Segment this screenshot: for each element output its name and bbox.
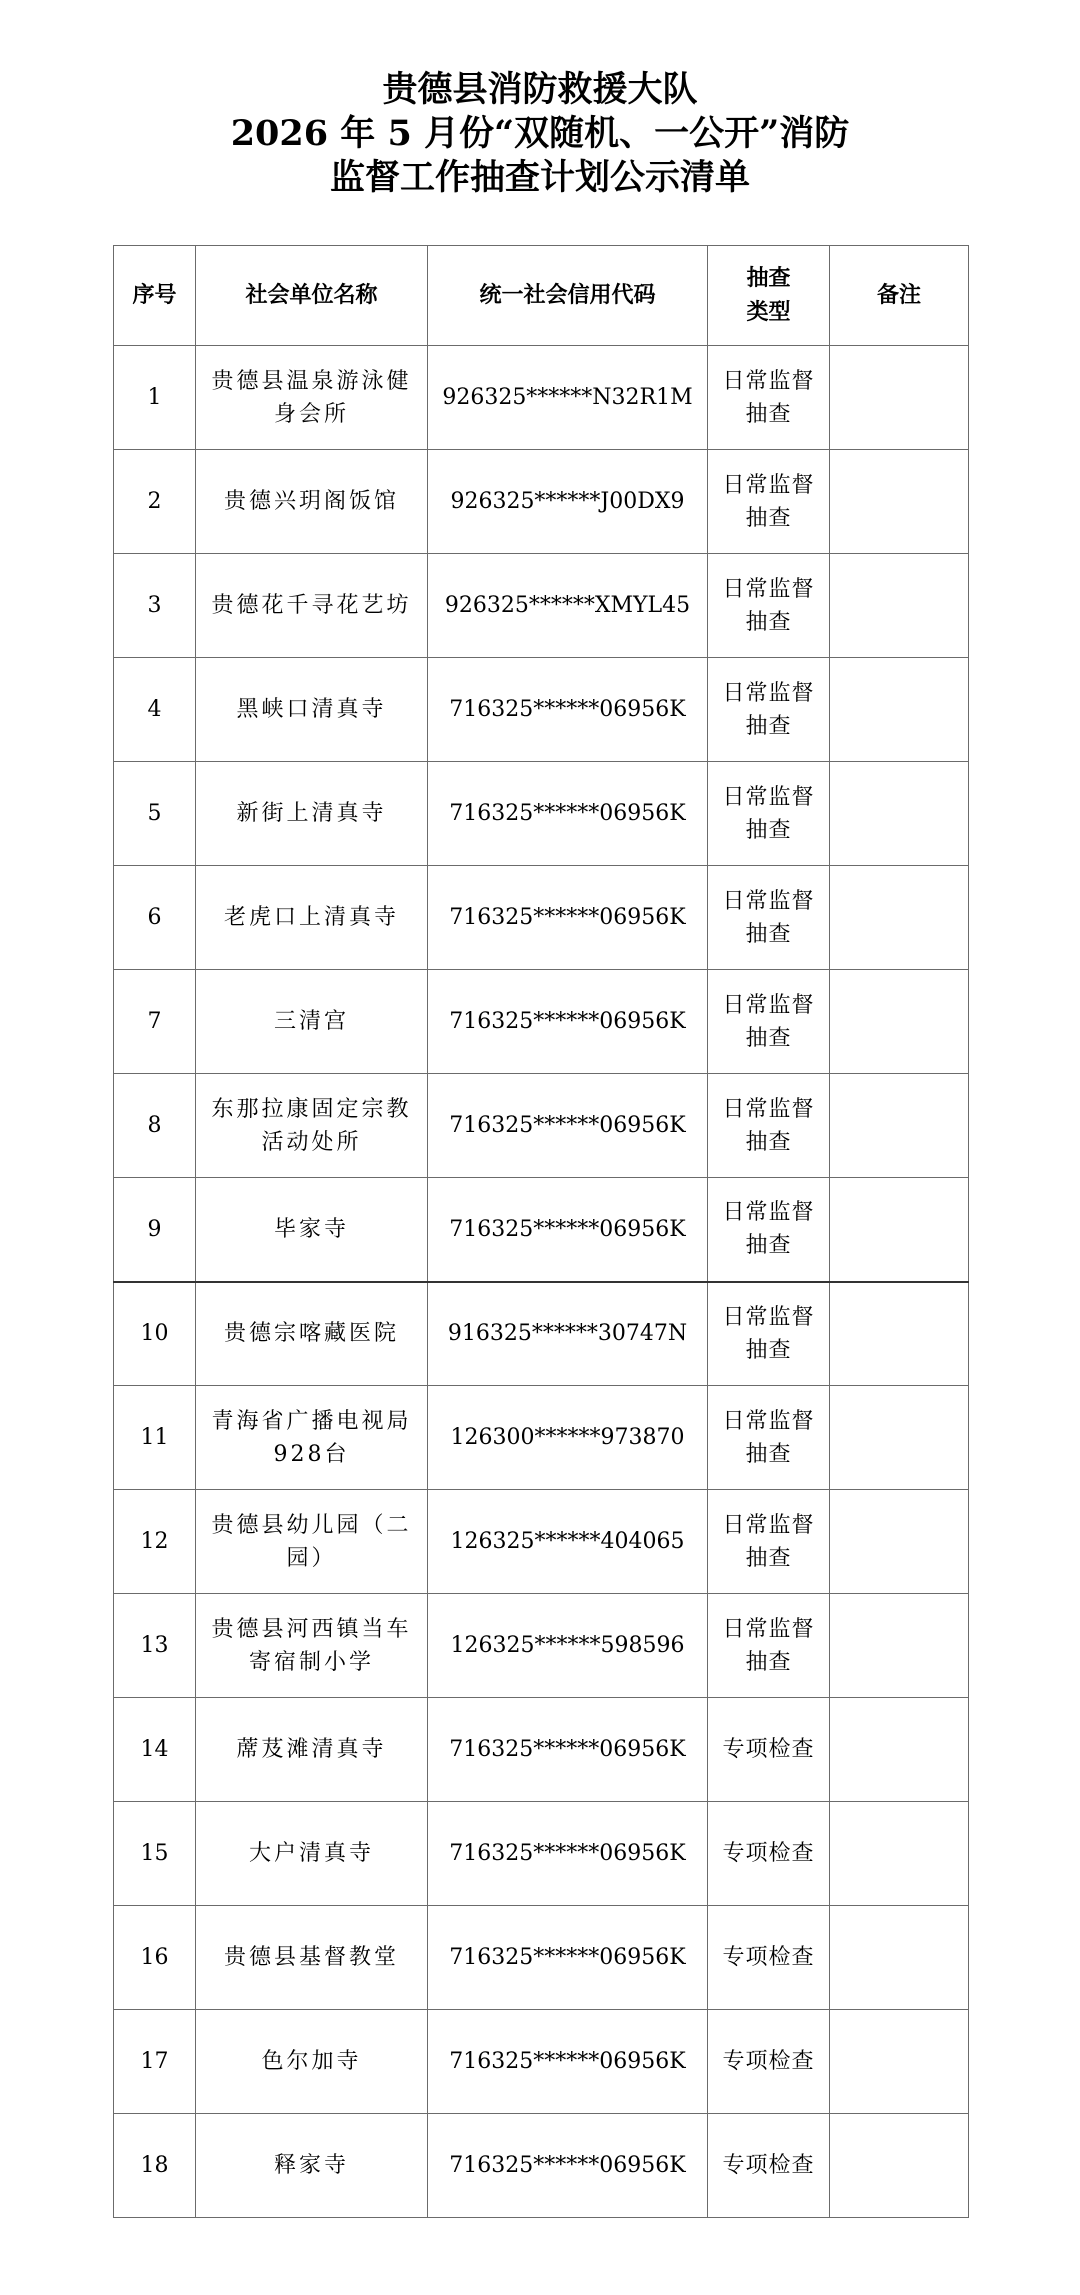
cell-note xyxy=(830,1282,969,1386)
cell-unit-name: 老虎口上清真寺 xyxy=(196,866,428,970)
cell-note xyxy=(830,1906,969,2010)
cell-unit-name: 释家寺 xyxy=(196,2114,428,2218)
cell-unit-name: 毕家寺 xyxy=(196,1178,428,1282)
cell-unit-name: 贵德兴玥阁饭馆 xyxy=(196,450,428,554)
cell-seq: 12 xyxy=(114,1490,196,1594)
cell-unit-name: 新街上清真寺 xyxy=(196,762,428,866)
cell-note xyxy=(830,1802,969,1906)
header-note: 备注 xyxy=(830,246,969,346)
cell-credit-code: 926325******N32R1M xyxy=(428,346,708,450)
cell-seq: 13 xyxy=(114,1594,196,1698)
table-row xyxy=(114,970,969,1074)
cell-unit-name: 贵德宗喀藏医院 xyxy=(196,1282,428,1386)
cell-inspection-type: 专项检查 xyxy=(708,1802,830,1906)
cell-note xyxy=(830,2114,969,2218)
cell-seq: 6 xyxy=(114,866,196,970)
table-row xyxy=(114,554,969,658)
cell-note xyxy=(830,2010,969,2114)
cell-unit-name: 色尔加寺 xyxy=(196,2010,428,2114)
table-row xyxy=(114,1802,969,1906)
cell-note xyxy=(830,1490,969,1594)
table-row xyxy=(114,1074,969,1178)
header-type-line-2: 类型 xyxy=(746,299,791,325)
cell-inspection-type: 日常监督抽查 xyxy=(708,1594,830,1698)
cell-note xyxy=(830,554,969,658)
cell-credit-code: 716325******06956K xyxy=(428,2114,708,2218)
table-row xyxy=(114,866,969,970)
cell-credit-code: 916325******30747N xyxy=(428,1282,708,1386)
table-row xyxy=(114,2114,969,2218)
cell-inspection-type: 专项检查 xyxy=(708,2114,830,2218)
cell-note xyxy=(830,1386,969,1490)
cell-seq: 10 xyxy=(114,1282,196,1386)
cell-credit-code: 716325******06956K xyxy=(428,1802,708,1906)
document-title xyxy=(0,68,1080,200)
header-type xyxy=(708,246,830,346)
cell-unit-name: 三清宫 xyxy=(196,970,428,1074)
inspection-plan-table xyxy=(113,245,969,2218)
table-header-row xyxy=(114,246,969,346)
cell-seq: 3 xyxy=(114,554,196,658)
header-code: 统一社会信用代码 xyxy=(428,246,708,346)
cell-unit-name: 贵德县温泉游泳健身会所 xyxy=(196,346,428,450)
cell-credit-code: 716325******06956K xyxy=(428,1906,708,2010)
cell-unit-name: 黑峡口清真寺 xyxy=(196,658,428,762)
cell-seq: 15 xyxy=(114,1802,196,1906)
cell-seq: 16 xyxy=(114,1906,196,2010)
cell-seq: 1 xyxy=(114,346,196,450)
cell-inspection-type: 日常监督抽查 xyxy=(708,762,830,866)
cell-inspection-type: 日常监督抽查 xyxy=(708,1074,830,1178)
cell-note xyxy=(830,762,969,866)
cell-seq: 7 xyxy=(114,970,196,1074)
table-row xyxy=(114,1906,969,2010)
cell-credit-code: 716325******06956K xyxy=(428,658,708,762)
cell-note xyxy=(830,1178,969,1282)
cell-credit-code: 716325******06956K xyxy=(428,1178,708,1282)
table-row xyxy=(114,450,969,554)
cell-note xyxy=(830,1074,969,1178)
cell-unit-name: 蓆芨滩清真寺 xyxy=(196,1698,428,1802)
table-row xyxy=(114,1490,969,1594)
cell-note xyxy=(830,1594,969,1698)
cell-inspection-type: 日常监督抽查 xyxy=(708,866,830,970)
cell-inspection-type: 日常监督抽查 xyxy=(708,1282,830,1386)
table-row xyxy=(114,1698,969,1802)
cell-inspection-type: 专项检查 xyxy=(708,2010,830,2114)
cell-note xyxy=(830,658,969,762)
header-type-line-1: 抽查 xyxy=(746,265,791,291)
cell-unit-name: 贵德县幼儿园（二园） xyxy=(196,1490,428,1594)
cell-seq: 11 xyxy=(114,1386,196,1490)
cell-inspection-type: 日常监督抽查 xyxy=(708,1490,830,1594)
cell-unit-name: 大户清真寺 xyxy=(196,1802,428,1906)
cell-inspection-type: 日常监督抽查 xyxy=(708,970,830,1074)
table-row xyxy=(114,1282,969,1386)
cell-seq: 17 xyxy=(114,2010,196,2114)
title-line-3: 监督工作抽查计划公示清单 xyxy=(329,157,750,198)
table-row xyxy=(114,1178,969,1282)
cell-unit-name: 东那拉康固定宗教活动处所 xyxy=(196,1074,428,1178)
cell-inspection-type: 日常监督抽查 xyxy=(708,1178,830,1282)
cell-credit-code: 126325******404065 xyxy=(428,1490,708,1594)
cell-note xyxy=(830,450,969,554)
cell-note xyxy=(830,866,969,970)
cell-note xyxy=(830,346,969,450)
cell-note xyxy=(830,970,969,1074)
cell-inspection-type: 专项检查 xyxy=(708,1698,830,1802)
cell-note xyxy=(830,1698,969,1802)
cell-credit-code: 716325******06956K xyxy=(428,2010,708,2114)
title-line-1: 贵德县消防救援大队 xyxy=(382,69,698,110)
cell-credit-code: 126300******973870 xyxy=(428,1386,708,1490)
cell-seq: 5 xyxy=(114,762,196,866)
header-name: 社会单位名称 xyxy=(196,246,428,346)
table-row xyxy=(114,2010,969,2114)
cell-unit-name: 贵德县河西镇当车寄宿制小学 xyxy=(196,1594,428,1698)
cell-unit-name: 贵德县基督教堂 xyxy=(196,1906,428,2010)
cell-credit-code: 716325******06956K xyxy=(428,866,708,970)
cell-seq: 8 xyxy=(114,1074,196,1178)
cell-seq: 18 xyxy=(114,2114,196,2218)
cell-seq: 9 xyxy=(114,1178,196,1282)
cell-inspection-type: 日常监督抽查 xyxy=(708,554,830,658)
cell-inspection-type: 日常监督抽查 xyxy=(708,658,830,762)
cell-credit-code: 126325******598596 xyxy=(428,1594,708,1698)
cell-credit-code: 716325******06956K xyxy=(428,762,708,866)
cell-unit-name: 贵德花千寻花艺坊 xyxy=(196,554,428,658)
table-body xyxy=(114,346,969,2218)
cell-credit-code: 716325******06956K xyxy=(428,1074,708,1178)
cell-inspection-type: 日常监督抽查 xyxy=(708,346,830,450)
cell-inspection-type: 日常监督抽查 xyxy=(708,1386,830,1490)
table-row xyxy=(114,1594,969,1698)
cell-unit-name: 青海省广播电视局928台 xyxy=(196,1386,428,1490)
cell-inspection-type: 专项检查 xyxy=(708,1906,830,2010)
cell-inspection-type: 日常监督抽查 xyxy=(708,450,830,554)
cell-credit-code: 926325******J00DX9 xyxy=(428,450,708,554)
title-line-2: 2026 年 5 月份“双随机、一公开”消防 xyxy=(230,113,850,154)
cell-credit-code: 926325******XMYL45 xyxy=(428,554,708,658)
table-row xyxy=(114,762,969,866)
cell-seq: 14 xyxy=(114,1698,196,1802)
cell-credit-code: 716325******06956K xyxy=(428,1698,708,1802)
cell-seq: 2 xyxy=(114,450,196,554)
header-seq: 序号 xyxy=(114,246,196,346)
table-row xyxy=(114,658,969,762)
table-row xyxy=(114,1386,969,1490)
cell-seq: 4 xyxy=(114,658,196,762)
cell-credit-code: 716325******06956K xyxy=(428,970,708,1074)
table-row xyxy=(114,346,969,450)
